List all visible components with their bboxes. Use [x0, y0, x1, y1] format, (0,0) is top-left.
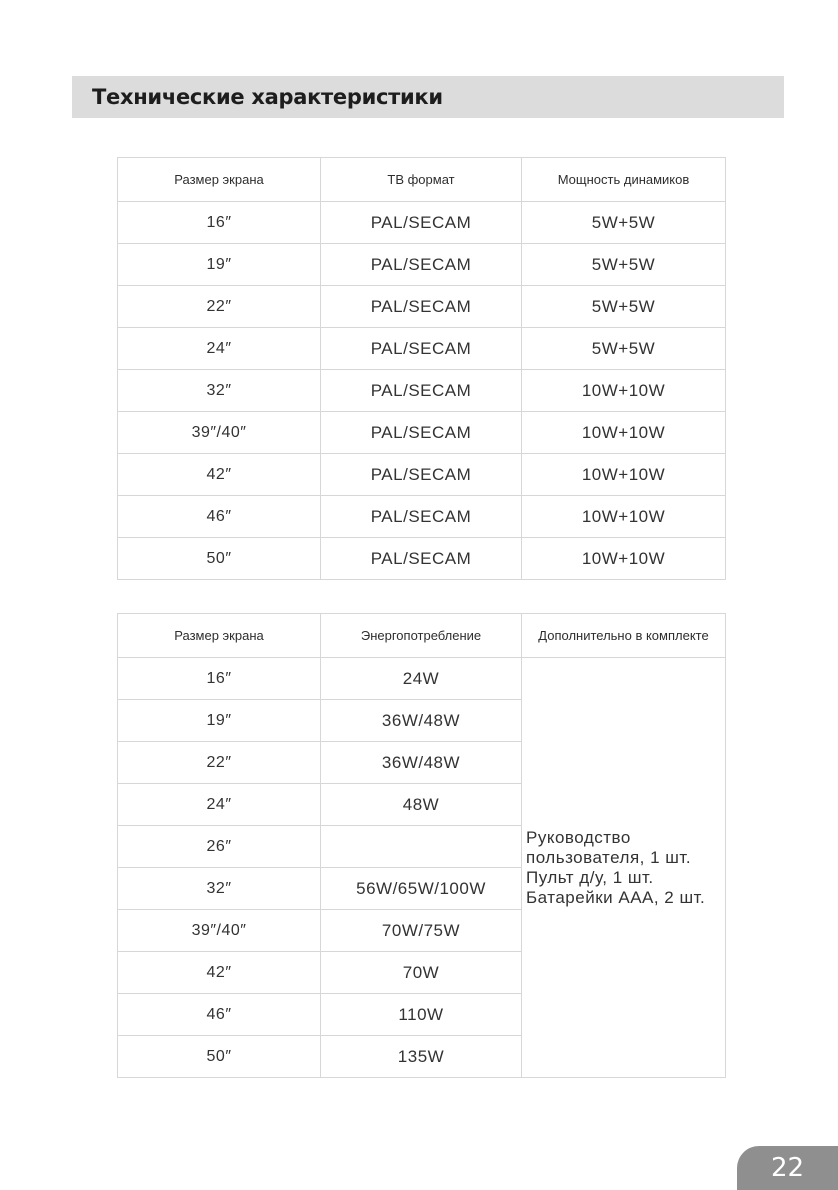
power-consumption-cell: 70W — [321, 952, 522, 994]
power-consumption-cell: 36W/48W — [321, 700, 522, 742]
column-header-tv-format: ТВ формат — [321, 158, 522, 202]
section-title: Технические характеристики — [92, 85, 443, 109]
screen-size-cell: 39″/40″ — [118, 910, 321, 952]
speaker-power-cell: 10W+10W — [522, 412, 726, 454]
tv-format-cell: PAL/SECAM — [321, 244, 522, 286]
power-consumption-cell: 36W/48W — [321, 742, 522, 784]
screen-size-cell: 42″ — [118, 952, 321, 994]
power-consumption-cell: 24W — [321, 658, 522, 700]
table-row — [118, 454, 726, 496]
table-row — [118, 538, 726, 580]
speaker-power-cell: 5W+5W — [522, 328, 726, 370]
speaker-power-cell: 10W+10W — [522, 538, 726, 580]
column-header-screen-size: Размер экрана — [118, 614, 321, 658]
table-row — [118, 286, 726, 328]
column-header-power-consumption: Энергопотребление — [321, 614, 522, 658]
power-consumption-cell: 110W — [321, 994, 522, 1036]
screen-size-cell: 24″ — [118, 784, 321, 826]
screen-size-cell: 50″ — [118, 538, 321, 580]
tv-format-cell: PAL/SECAM — [321, 370, 522, 412]
screen-size-cell: 16″ — [118, 202, 321, 244]
speaker-power-cell: 5W+5W — [522, 202, 726, 244]
table-row — [118, 202, 726, 244]
tv-format-cell: PAL/SECAM — [321, 412, 522, 454]
speaker-power-cell: 10W+10W — [522, 454, 726, 496]
screen-size-cell: 32″ — [118, 868, 321, 910]
tv-format-cell: PAL/SECAM — [321, 202, 522, 244]
tv-format-cell: PAL/SECAM — [321, 496, 522, 538]
screen-size-cell: 46″ — [118, 994, 321, 1036]
tv-format-cell: PAL/SECAM — [321, 454, 522, 496]
table-row — [118, 370, 726, 412]
screen-size-cell: 22″ — [118, 742, 321, 784]
power-consumption-cell: 135W — [321, 1036, 522, 1078]
screen-size-cell: 24″ — [118, 328, 321, 370]
screen-size-cell: 46″ — [118, 496, 321, 538]
table-row — [118, 244, 726, 286]
power-consumption-cell: 48W — [321, 784, 522, 826]
screen-size-cell: 19″ — [118, 700, 321, 742]
screen-size-cell: 42″ — [118, 454, 321, 496]
screen-size-cell: 19″ — [118, 244, 321, 286]
power-spec-table — [117, 613, 726, 1078]
screen-size-cell: 16″ — [118, 658, 321, 700]
column-header-speaker-power: Мощность динамиков — [522, 158, 726, 202]
page-number-tab — [737, 1146, 838, 1190]
power-consumption-cell: 56W/65W/100W — [321, 868, 522, 910]
section-header-bar — [72, 76, 784, 118]
speaker-power-cell: 10W+10W — [522, 370, 726, 412]
tv-format-cell: PAL/SECAM — [321, 328, 522, 370]
screen-size-cell: 22″ — [118, 286, 321, 328]
table-row — [118, 328, 726, 370]
tv-format-cell: PAL/SECAM — [321, 538, 522, 580]
table-row — [118, 496, 726, 538]
included-item: Батарейки AAA, 2 шт. — [526, 887, 706, 907]
screen-size-cell: 39″/40″ — [118, 412, 321, 454]
screen-size-cell: 32″ — [118, 370, 321, 412]
tv-format-cell: PAL/SECAM — [321, 286, 522, 328]
screen-size-cell: 50″ — [118, 1036, 321, 1078]
speaker-power-cell: 10W+10W — [522, 496, 726, 538]
power-consumption-cell: 70W/75W — [321, 910, 522, 952]
included-items-cell — [522, 658, 726, 1078]
screen-size-cell: 26″ — [118, 826, 321, 868]
included-item: Руководство пользователя, 1 шт. — [526, 827, 692, 867]
speaker-power-cell: 5W+5W — [522, 286, 726, 328]
speaker-spec-table — [117, 157, 726, 580]
speaker-power-cell: 5W+5W — [522, 244, 726, 286]
table-row — [118, 658, 726, 700]
table-header-row — [118, 158, 726, 202]
power-consumption-cell — [321, 826, 522, 868]
column-header-included-items: Дополнительно в комплекте — [522, 614, 726, 658]
table-header-row — [118, 614, 726, 658]
included-item: Пульт д/у, 1 шт. — [526, 867, 654, 887]
page-number: 22 — [770, 1153, 805, 1183]
table-row — [118, 412, 726, 454]
column-header-screen-size: Размер экрана — [118, 158, 321, 202]
